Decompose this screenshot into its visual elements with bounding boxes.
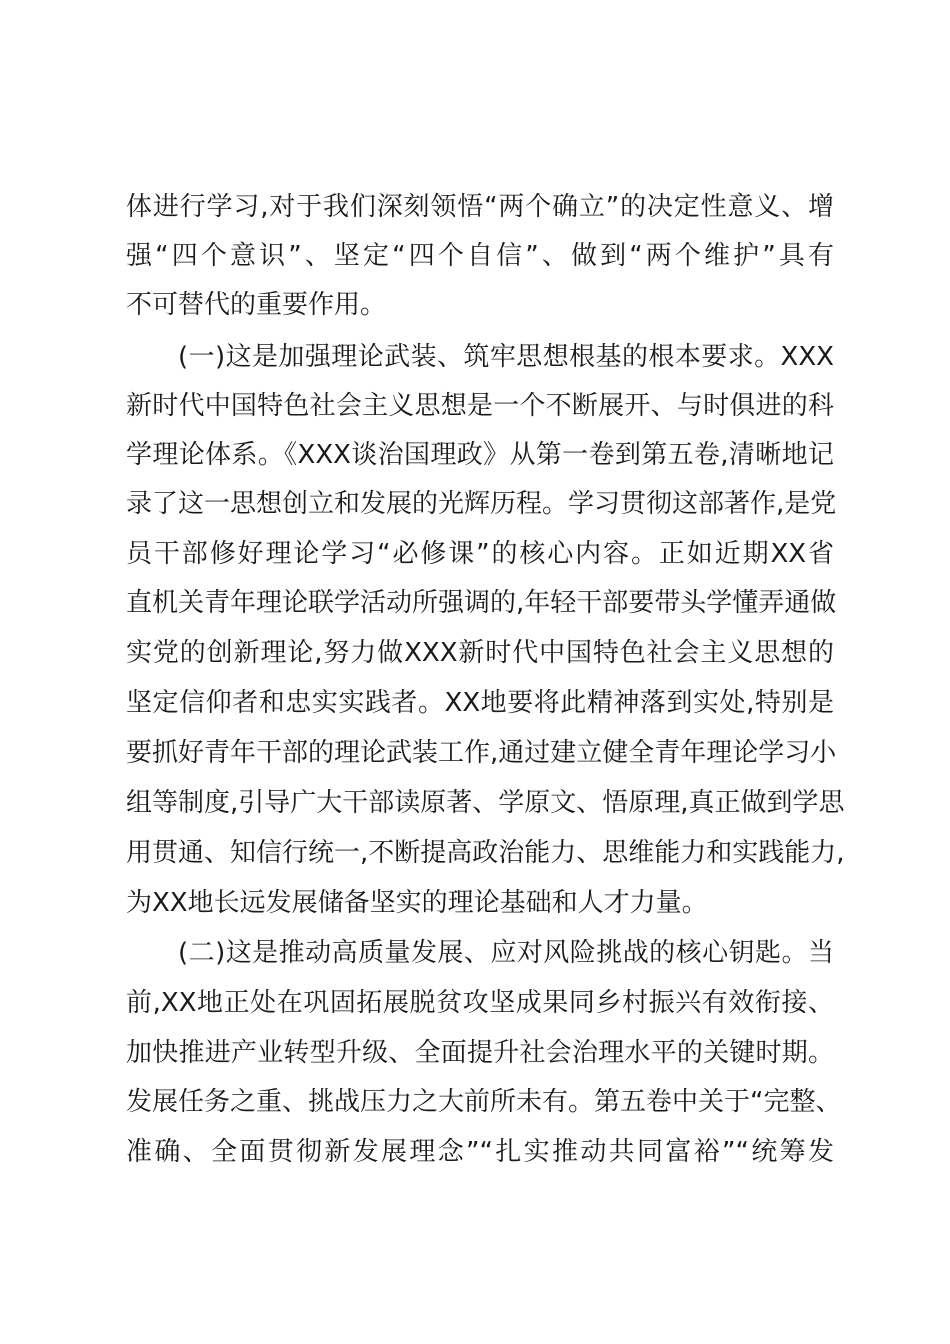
- section-2-heading-line: (二)这是推动高质量发展、应对风险挑战的核心钥匙。当: [178, 938, 834, 968]
- section-1-heading-line: (一)这是加强理论武装、筑牢思想根基的根本要求。XXX: [178, 342, 834, 372]
- body-text-line: 新时代中国特色社会主义思想是一个不断展开、与时俱进的科: [126, 391, 834, 421]
- body-text-line: 组等制度,引导广大干部读原著、学原文、悟原理,真正做到学思: [126, 788, 845, 818]
- body-text-line: 用贯通、知信行统一,不断提高政治能力、思维能力和实践能力,: [126, 838, 845, 868]
- body-text-line: 录了这一思想创立和发展的光辉历程。学习贯彻这部著作,是党: [126, 489, 837, 519]
- body-text-line: 准确、全面贯彻新发展理念”“扎实推动共同富裕”“统筹发: [126, 1137, 834, 1167]
- body-text-line: 直机关青年理论联学活动所强调的,年轻干部要带头学懂弄通做: [126, 588, 837, 618]
- body-text-line: 不可替代的重要作用。: [126, 290, 387, 320]
- body-text-line: 发展任务之重、挑战压力之大前所未有。第五卷中关于“完整、: [126, 1087, 842, 1117]
- body-text-line: 加快推进产业转型升级、全面提升社会治理水平的关键时期。: [126, 1038, 834, 1068]
- body-text-line: 学理论体系。《XXX谈治国理政》从第一卷到第五卷,清晰地记: [126, 440, 834, 470]
- body-text-line: 实党的创新理论,努力做XXX新时代中国特色社会主义思想的: [126, 638, 834, 668]
- body-text-line: 坚定信仰者和忠实实践者。XX地要将此精神落到实处,特别是: [126, 688, 834, 718]
- body-text-line: 体进行学习,对于我们深刻领悟“两个确立”的决定性意义、增: [126, 192, 834, 222]
- body-text-line: 员干部修好理论学习“必修课”的核心内容。正如近期XX省: [126, 539, 834, 569]
- body-text-line: 强“四个意识”、坚定“四个自信”、做到“两个维护”具有: [126, 241, 834, 271]
- body-text-line: 前,XX地正处在巩固拓展脱贫攻坚成果同乡村振兴有效衔接、: [126, 988, 834, 1018]
- body-text-line: 要抓好青年干部的理论武装工作,通过建立健全青年理论学习小: [126, 738, 837, 768]
- body-text-line: 为XX地长远发展储备坚实的理论基础和人才力量。: [126, 888, 708, 918]
